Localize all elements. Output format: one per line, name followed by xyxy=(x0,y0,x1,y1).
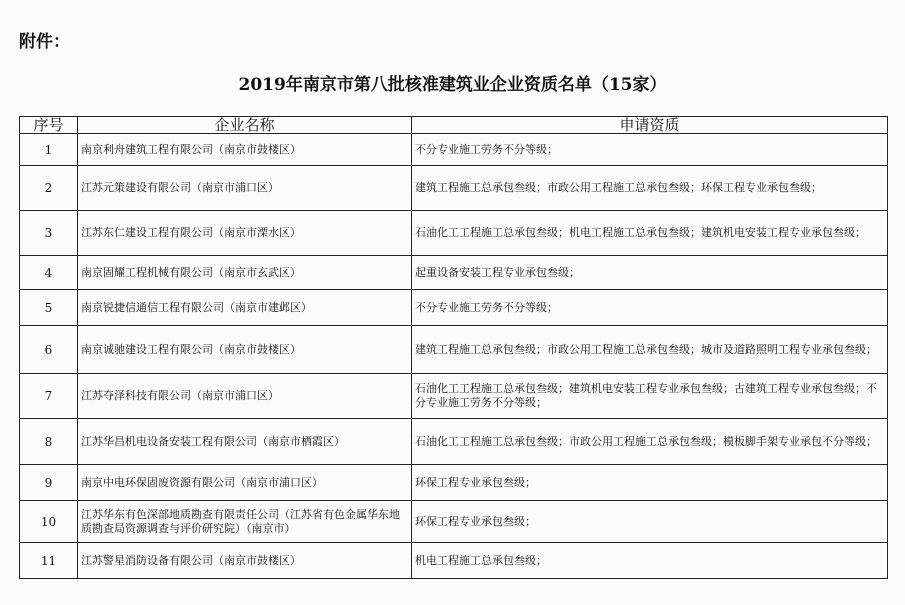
attachment-label: 附件： xyxy=(19,32,70,52)
row-qualification: 不分专业施工劳务不分等级； xyxy=(412,134,888,166)
row-qualification: 石油化工工程施工总承包叁级；市政公用工程施工总承包叁级；模板脚手架专业承包不分等级； xyxy=(412,419,888,465)
table-row xyxy=(20,465,888,501)
row-company: 南京利舟建筑工程有限公司（南京市鼓楼区） xyxy=(78,134,412,166)
table-row xyxy=(20,326,888,374)
table-header-row xyxy=(20,117,888,134)
row-company: 南京中电环保固废资源有限公司（南京市浦口区） xyxy=(78,465,412,501)
table-row xyxy=(20,166,888,211)
row-index: 1 xyxy=(20,134,78,166)
header-qualification: 申请资质 xyxy=(412,117,888,134)
row-index: 3 xyxy=(20,211,78,256)
row-qualification: 环保工程专业承包叁级； xyxy=(412,501,888,543)
row-company: 江苏警星消防设备有限公司（南京市鼓楼区） xyxy=(78,543,412,579)
row-qualification: 不分专业施工劳务不分等级； xyxy=(412,290,888,326)
row-company: 南京锐捷信通信工程有限公司（南京市建邺区） xyxy=(78,290,412,326)
row-qualification: 机电工程施工总承包叁级； xyxy=(412,543,888,579)
row-index: 10 xyxy=(20,501,78,543)
table-row xyxy=(20,501,888,543)
table-row xyxy=(20,256,888,290)
row-company: 江苏东仁建设工程有限公司（南京市溧水区） xyxy=(78,211,412,256)
table-row xyxy=(20,374,888,419)
row-index: 6 xyxy=(20,326,78,374)
table-row xyxy=(20,543,888,579)
row-company: 江苏华东有色深部地质勘查有限责任公司（江苏省有色金属华东地质勘查局资源调查与评价研究院）（南京市） xyxy=(78,501,412,543)
row-qualification: 建筑工程施工总承包叁级；市政公用工程施工总承包叁级；环保工程专业承包叁级； xyxy=(412,166,888,211)
row-index: 4 xyxy=(20,256,78,290)
row-qualification: 建筑工程施工总承包叁级；市政公用工程施工总承包叁级；城市及道路照明工程专业承包叁级； xyxy=(412,326,888,374)
document-title: 2019年南京市第八批核准建筑业企业资质名单（15家） xyxy=(238,75,667,95)
row-qualification: 石油化工工程施工总承包叁级；建筑机电安装工程专业承包叁级；古建筑工程专业承包叁级；不分专业施工劳务不分等级； xyxy=(412,374,888,419)
table-row xyxy=(20,419,888,465)
table-row xyxy=(20,290,888,326)
row-index: 9 xyxy=(20,465,78,501)
row-company: 南京诚驰建设工程有限公司（南京市鼓楼区） xyxy=(78,326,412,374)
row-index: 2 xyxy=(20,166,78,211)
row-company: 江苏元策建设有限公司（南京市浦口区） xyxy=(78,166,412,211)
table-row xyxy=(20,134,888,166)
header-company: 企业名称 xyxy=(78,117,412,134)
row-index: 8 xyxy=(20,419,78,465)
row-company: 江苏夺泽科技有限公司（南京市浦口区） xyxy=(78,374,412,419)
row-index: 11 xyxy=(20,543,78,579)
row-index: 5 xyxy=(20,290,78,326)
table-row xyxy=(20,211,888,256)
row-qualification: 石油化工工程施工总承包叁级；机电工程施工总承包叁级；建筑机电安装工程专业承包叁级； xyxy=(412,211,888,256)
row-qualification: 环保工程专业承包叁级； xyxy=(412,465,888,501)
row-company: 南京固耀工程机械有限公司（南京市玄武区） xyxy=(78,256,412,290)
header-index: 序号 xyxy=(20,117,78,134)
row-index: 7 xyxy=(20,374,78,419)
row-company: 江苏华昌机电设备安装工程有限公司（南京市栖霞区） xyxy=(78,419,412,465)
row-qualification: 起重设备安装工程专业承包叁级； xyxy=(412,256,888,290)
qualification-table xyxy=(19,116,888,579)
